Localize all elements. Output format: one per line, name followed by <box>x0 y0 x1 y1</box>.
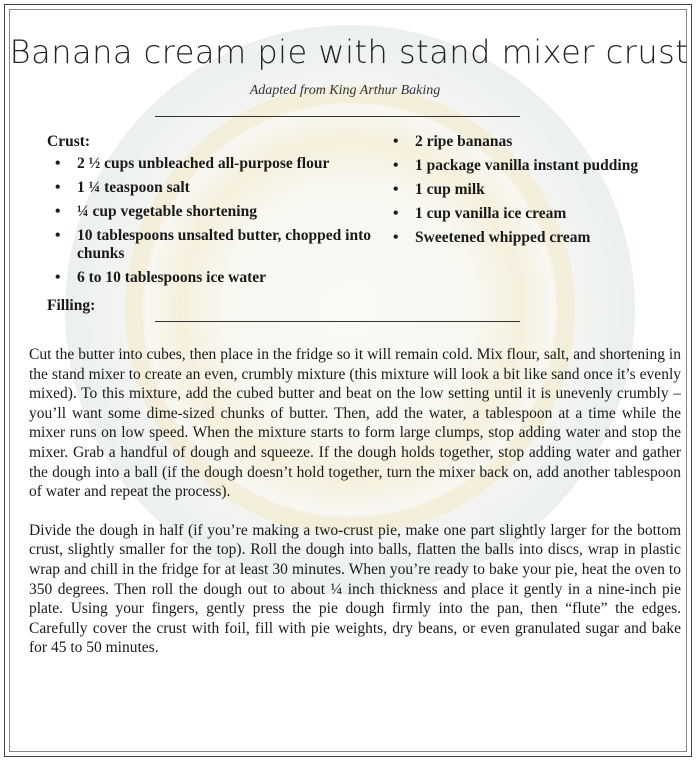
filling-heading: Filling: <box>47 297 96 314</box>
instruction-paragraph: Cut the butter into cubes, then place in the fridge so it will remain cold. Mix flour, salt, and shortening in the stand mixer to create an even, crumbly mixture (this mixture will look a bit like sand once it’s evenly mixed). To this mixture, add the cubed butter and beat on the low setting until it is unevenly crumbly – you’ll want some dime-sized chunks of butter. Then, add the water, a tablespoon at a time while the mixer runs on low speed. When the mixture starts to form large clumps, stop adding water and stop the mixer. Grab a handful of dough and squeeze. If the dough holds together, stop adding water and gather the dough into a ball (if the dough doesn’t hold together, turn the mixer back on, add another tablespoon of water and repeat the process). <box>29 346 681 501</box>
recipe-card <box>4 4 692 757</box>
instructions <box>29 345 681 677</box>
bottom-divider <box>155 321 520 322</box>
ingredient-item: • Sweetened whipped cream <box>385 229 675 247</box>
recipe-source: Adapted from King Arthur Baking <box>249 83 441 98</box>
ingredient-item: • 10 tablespoons unsalted butter, chopped into chunks <box>47 227 377 263</box>
ingredient-item: • 1 ¼ teaspoon salt <box>47 179 377 197</box>
ingredient-item: • 1 package vanilla instant pudding <box>385 157 675 175</box>
ingredient-item: • 1 cup milk <box>385 181 675 199</box>
crust-heading: Crust: <box>47 133 91 150</box>
ingredient-item: • 6 to 10 tablespoons ice water <box>47 269 377 287</box>
ingredient-item: • ¼ cup vegetable shortening <box>47 203 377 221</box>
ingredient-item: • 2 ½ cups unbleached all-purpose flour <box>47 155 377 173</box>
top-divider <box>155 116 520 117</box>
crust-ingredients <box>47 133 377 293</box>
ingredient-item: • 2 ripe bananas <box>385 133 675 151</box>
recipe-title: Banana cream pie with stand mixer crust <box>9 33 689 71</box>
filling-ingredients <box>385 133 675 253</box>
instruction-paragraph: Divide the dough in half (if you’re making a two-crust pie, make one part slightly larger for the bottom crust, slightly smaller for the top). Roll the dough into balls, flatten the balls into discs, wrap in plastic wrap and chill in the fridge for at least 30 minutes. When you’re ready to bake your pie, heat the oven to 350 degrees. Then roll the dough out to about ¼ inch thickness and place it gently in a nine-inch pie plate. Using your fingers, gently press the pie dough firmly into the pan, then “flute” the edges. Carefully cover the crust with foil, fill with pie weights, dry beans, or even granulated sugar and bake for 45 to 50 minutes. <box>29 521 681 657</box>
ingredient-item: • 1 cup vanilla ice cream <box>385 205 675 223</box>
